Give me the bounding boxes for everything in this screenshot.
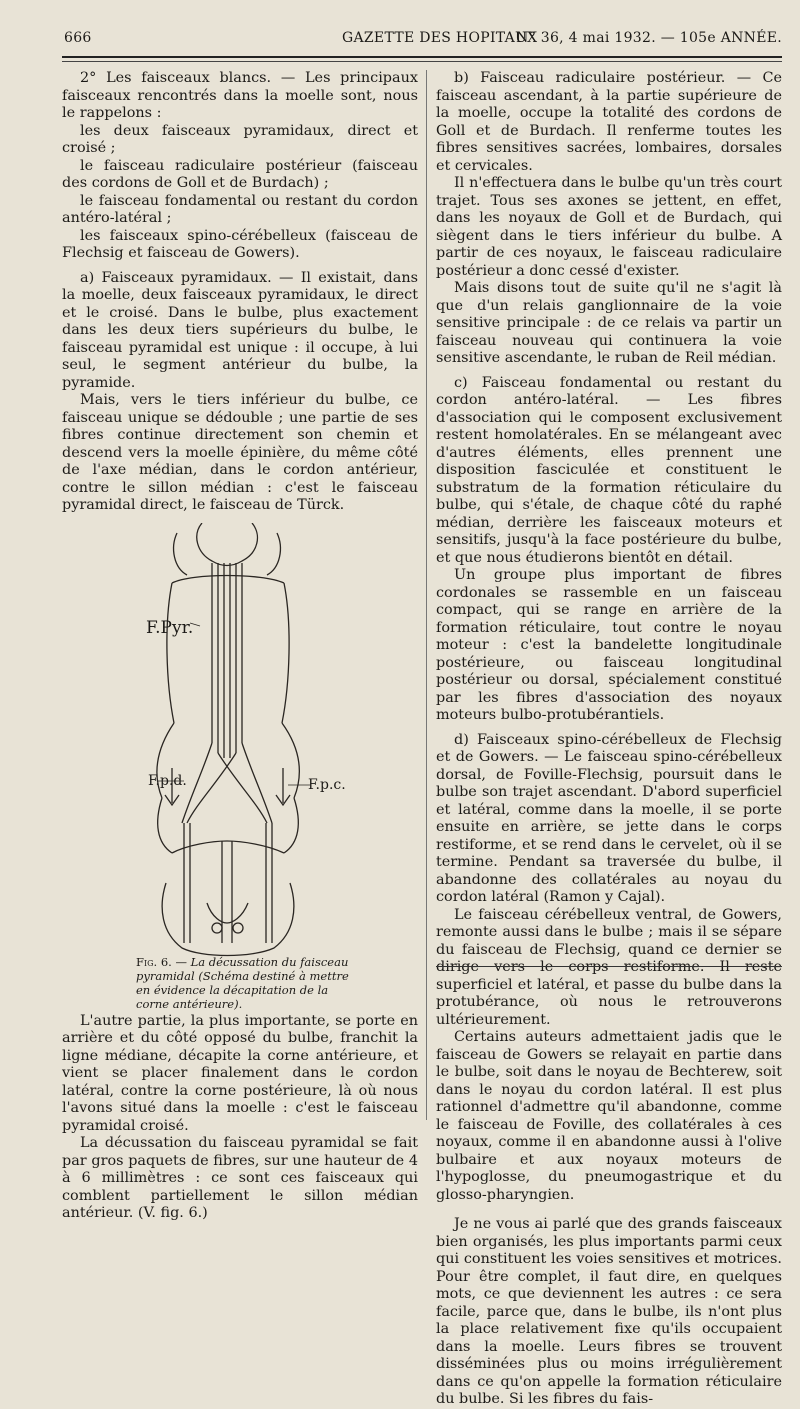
list-item: les faisceaux spino-cérébelleux (faisceau de Flechsig et faisceau de Gowers). xyxy=(62,227,418,261)
left-column xyxy=(62,70,418,1223)
paragraph: Il n'effectuera dans le bulbe qu'un très court trajet. Tous ses axones se jettent, en effet, dans les noyaux de Goll et de Burdach, qui siègent dans le tiers inférieur du bulbe. A partir de ces noyaux, le faisceau radiculaire postérieur a donc cessé d'exister. xyxy=(436,175,782,279)
label-fpyr: F.Pyr. xyxy=(146,617,194,638)
list-item: le faisceau radiculaire postérieur (faisceau des cordons de Goll et de Burdach) ; xyxy=(62,157,418,191)
paragraph: Je ne vous ai parlé que des grands faisceaux bien organisés, les plus importants parmi ceux qui constituent les voies sensitives et motrices. Pour être complet, il faut dire, en quelques mots, ce que deviennent les autres : ce sera facile, parce que, dans le bulbe, ils n'ont plus la place relativement fixe qu'ils occupaient dans la moelle. Leurs fibres se trouvent disséminées plus ou moins irrégulièrement dans ce qu'on appelle la formation réticulaire du bulbe. Si les fibres du fais- xyxy=(436,1216,782,1407)
page-number: 666 xyxy=(64,30,92,46)
header-rule-thick xyxy=(62,56,782,58)
figure-caption xyxy=(136,955,352,1011)
decussation-diagram xyxy=(62,523,418,1007)
paragraph: La décussation du faisceau pyramidal se fait par gros paquets de fibres, sur une hauteur de 4 à 6 millimètres : ce sont ces faisceaux qui comblent partiellement le sillon médian antérieur. (V. fig. 6.) xyxy=(62,1135,418,1221)
paragraph: Certains auteurs admettaient jadis que le faisceau de Gowers se relayait en partie dans le bulbe, soit dans le noyau de Bechterew, soit dans le noyau du cordon latéral. Il est plus rationnel d'admettre qu'il abandonne, comme le faisceau de Foville, des collatérales à ces noyaux, comme il en abandonne aussi à l'olive bulbaire et aux noyaux moteurs de l'hypoglosse, du pneumogastrique et du glosso-pharyngien. xyxy=(436,1029,782,1203)
paragraph: L'autre partie, la plus importante, se porte en arrière et du côté opposé du bulbe, franchit la ligne médiane, décapite la corne antérieure, et vient se placer finalement dans le cordon latéral, contre la corne postérieure, là où nous l'avons situé dans la moelle : c'est le faisceau pyramidal croisé. xyxy=(62,1012,418,1134)
column-divider xyxy=(426,70,427,1120)
section-separator xyxy=(436,966,782,967)
issue-info: N° 36, 4 mai 1932. — 105e ANNÉE. xyxy=(516,30,782,46)
right-column xyxy=(436,70,782,1409)
page-header xyxy=(62,30,782,52)
caption-lead: Fig. 6. xyxy=(136,954,172,969)
journal-title: GAZETTE DES HOPITAUX xyxy=(342,30,538,46)
paragraph: Un groupe plus important de fibres cordonales se rassemble en un faisceau compact, qui se range en arrière de la formation réticulaire, tout contre le noyau moteur : c'est la bandelette longitudinale postérieure, ou faisceau longitudinal postérieur ou dorsal, spécialement constitué par les fibres d'association des noyaux moteurs bulbo-protubérantiels. xyxy=(436,567,782,723)
list-item: les deux faisceaux pyramidaux, direct et croisé ; xyxy=(62,122,418,156)
figure-6 xyxy=(62,523,418,1011)
paragraph-radiculaire: b) Faisceau radiculaire postérieur. — Ce faisceau ascendant, à la partie supérieure de la moelle, occupe la totalité des cordons de Goll et de Burdach. Il renferme toutes les fibres sensitives sacrées, lombaires, dorsales et cervicales. xyxy=(436,70,782,174)
list-item: le faisceau fondamental ou restant du cordon antéro-latéral ; xyxy=(62,192,418,226)
paragraph-spino-cerebelleux: d) Faisceaux spino-cérébelleux de Flechsig et de Gowers. — Le faisceau spino-cérébelleux dorsal, de Foville-Flechsig, poursuit dans le bulbe son trajet ascendant. D'abord superficiel et latéral, comme dans la moelle, il se porte ensuite en arrière, se jette dans le corps restiforme, et se rend dans le cervelet, où il se termine. Pendant sa traversée du bulbe, il abandonne des collatérales au noyau du cordon latéral (Ramon y Cajal). xyxy=(436,731,782,905)
section-intro: 2° Les faisceaux blancs. — Les principaux faisceaux rencontrés dans la moelle sont, nous le rappelons : xyxy=(62,70,418,121)
paragraph-pyramidal: a) Faisceaux pyramidaux. — Il existait, dans la moelle, deux faisceaux pyramidaux, le direct et le croisé. Dans le bulbe, plus exactement dans les deux tiers supérieurs du bulbe, le faisceau pyramidal est unique : il occupe, à lui seul, le segment antérieur du bulbe, la pyramide. xyxy=(62,269,418,391)
paragraph: Le faisceau cérébelleux ventral, de Gowers, remonte aussi dans le bulbe ; mais il se sépare du faisceau de Flechsig, quand ce dernier se dirige vers le corps restiforme. Il reste superficiel et latéral, et passe du bulbe dans la protubérance, où nous le retrouverons ultérieurement. xyxy=(436,906,782,1028)
paragraph-fondamental: c) Faisceau fondamental ou restant du cordon antéro-latéral. — Les fibres d'association qui le composent exclusivement restent homolatérales. En se mélangeant avec d'autres éléments, elles prennent une disposition fasciculée et constituent le substratum de la formation réticulaire du bulbe, qui s'étale, de chaque côté du raphé médian, derrière les faisceaux moteurs et sensitifs, jusqu'à la face postérieure du bulbe, et que nous étudierons bientôt en détail. xyxy=(436,374,782,566)
label-fpc: F.p.c. xyxy=(308,776,346,793)
label-fpd: F.p.d. xyxy=(148,772,187,789)
paragraph: Mais, vers le tiers inférieur du bulbe, ce faisceau unique se dédouble ; une partie de ses fibres continue directement son chemin et descend vers la moelle épinière, du même côté de l'axe médian, dans le cordon antérieur, contre le sillon médian : c'est le faisceau pyramidal direct, le faisceau de Türck. xyxy=(62,392,418,513)
header-rule-thin xyxy=(62,61,782,62)
paragraph: Mais disons tout de suite qu'il ne s'agit là que d'un relais ganglionnaire de la voie sensitive principale : de ce relais va partir un faisceau nouveau qui continuera la voie sensitive ascendante, le ruban de Reil médian. xyxy=(436,280,782,366)
caption-text: — La décussation du faisceau pyramidal (Schéma destiné à mettre en évidence la décapitation de la corne antérieure). xyxy=(136,954,349,1011)
